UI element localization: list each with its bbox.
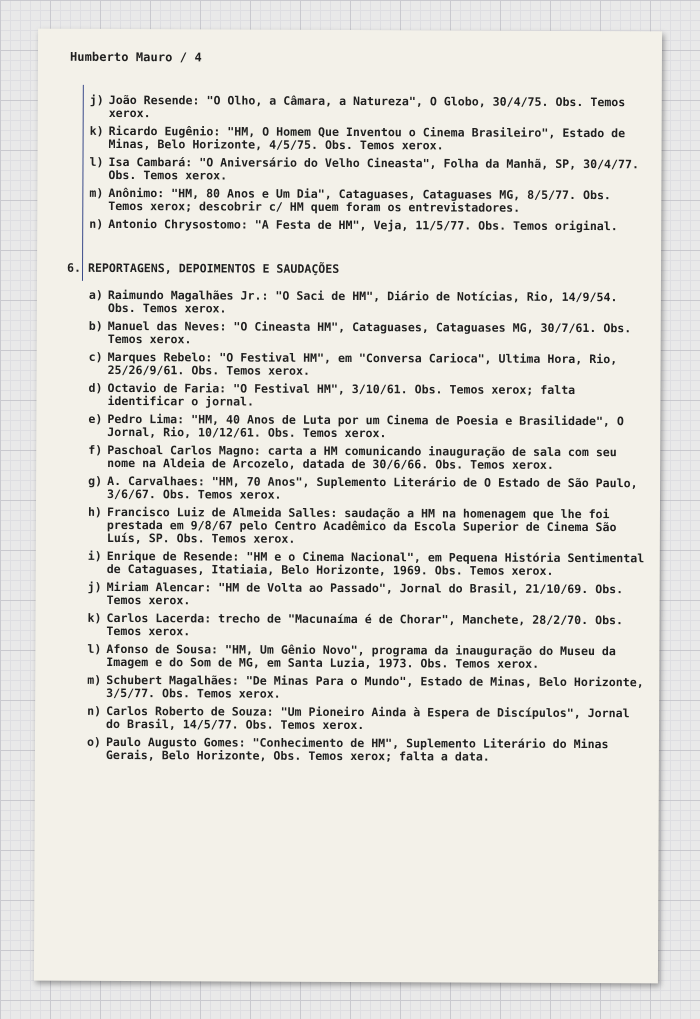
item-letter: m) — [87, 672, 102, 687]
item-letter: j) — [89, 92, 104, 107]
list-item — [87, 705, 645, 733]
item-letter: f) — [88, 442, 103, 457]
typed-page — [34, 29, 662, 984]
list-item — [87, 674, 645, 702]
item-letter: b) — [88, 318, 103, 333]
item-letter: i) — [87, 548, 102, 563]
item-text: Schubert Magalhães: "De Minas Para o Mundo", Estado de Minas, Belo Horizonte, 3/5/77. Obs. Temos xerox. — [106, 672, 644, 701]
list-item — [88, 550, 646, 578]
section-title: 6. REPORTAGENS, DEPOIMENTOS E SAUDAÇÕES — [67, 260, 340, 276]
item-letter: l) — [89, 154, 104, 169]
item-text: Anônimo: "HM, 80 Anos e Um Dia", Cataguases, Cataguases MG, 8/5/77. Obs. Temos xerox; descobrir c/ HM quem foram os entrevistadores. — [108, 185, 611, 215]
list-item — [88, 444, 646, 472]
list-item — [87, 736, 645, 764]
item-text: A. Carvalhaes: "HM, 70 Anos", Suplemento Literário de O Estado de São Paulo, 3/6/67. Obs. Temos xerox. — [107, 473, 638, 502]
item-text: Octavio de Faria: "O Festival HM", 3/10/61. Obs. Temos xerox; falta identificar o jornal. — [107, 380, 576, 409]
item-letter: g) — [88, 473, 103, 488]
list-item — [89, 187, 645, 215]
item-text: Ricardo Eugênio: "HM, O Homem Que Inventou o Cinema Brasileiro", Estado de Minas, Belo Horizonte, 4/5/75. Obs. Temos xerox. — [108, 123, 626, 153]
list-item — [88, 413, 646, 441]
item-text: Paschoal Carlos Magno: carta a HM comunicando inauguração de sala com seu nome na Aldeia de Arcozelo, datada de 30/6/66. Obs. Temos xerox. — [107, 442, 617, 472]
item-letter: e) — [88, 411, 103, 426]
item-text: Carlos Roberto de Souza: "Um Pioneiro Ainda à Espera de Discípulos", Jornal do Brasil, 14/5/77. Obs. Temos xerox. — [106, 703, 630, 733]
item-text: Pedro Lima: "HM, 40 Anos de Luta por um Cinema de Poesia e Brasilidade", O Jornal, Rio, 10/12/61. Obs. Temos xerox. — [107, 411, 624, 441]
item-letter: l) — [87, 641, 102, 656]
item-text: Enrique de Resende: "HM e o Cinema Nacional", em Pequena História Sentimental de Cataguases, Itatiaia, Belo Horizonte, 1969. Obs. Temos xerox. — [106, 548, 645, 578]
list-item — [89, 351, 647, 379]
list-item — [88, 475, 646, 503]
item-text: Isa Cambará: "O Aniversário do Velho Cineasta", Folha da Manhã, SP, 30/4/77. Obs. Temos xerox. — [108, 154, 640, 183]
item-letter: m) — [89, 185, 104, 200]
list-item — [88, 581, 646, 609]
item-text: Manuel das Neves: "O Cineasta HM", Cataguases, Cataguases MG, 30/7/61. Obs. Temos xerox. — [107, 318, 632, 347]
section-entries-list — [65, 289, 647, 765]
list-item — [88, 382, 646, 410]
item-letter: n) — [87, 703, 102, 718]
item-text: Marques Rebelo: "O Festival HM", em "Conversa Carioca", Ultima Hora, Rio, 25/26/9/61. Obs. Temos xerox. — [107, 349, 618, 378]
item-text: Raimundo Magalhães Jr.: "O Saci de HM", Diário de Notícias, Rio, 14/9/54. Obs. Temos xerox. — [107, 287, 618, 316]
item-letter: n) — [89, 216, 104, 231]
item-text: Afonso de Sousa: "HM, Um Gênio Novo", programa da inauguração do Museu da Imagem e do Som de MG, em Santa Luzia, 1973. Obs. Temos xerox. — [106, 641, 616, 671]
item-letter: k) — [89, 123, 104, 138]
list-item — [88, 506, 646, 547]
item-text: Antonio Chrysostomo: "A Festa de HM", Veja, 11/5/77. Obs. Temos original. — [108, 216, 618, 234]
list-item — [90, 94, 646, 122]
item-text: Francisco Luiz de Almeida Salles: saudação a HM na homenagem que lhe foi prestada em 9/8/67 pelo Centro Acadêmico da Escola Superior de Cinema São Luís, SP. Obs. Temos xerox. — [106, 504, 617, 546]
list-item — [89, 320, 647, 348]
list-item — [89, 289, 647, 317]
list-item — [90, 125, 646, 153]
item-letter: d) — [88, 380, 103, 395]
item-letter: h) — [87, 504, 102, 519]
item-text: Paulo Augusto Gomes: "Conhecimento de HM", Suplemento Literário do Minas Gerais, Belo Horizonte, Obs. Temos xerox; falta a data. — [105, 734, 609, 764]
list-item — [89, 156, 645, 184]
item-letter: c) — [88, 349, 103, 364]
section-6 — [65, 262, 647, 770]
item-letter: k) — [87, 610, 102, 625]
item-text: João Resende: "O Olho, a Câmara, a Natureza", O Globo, 30/4/75. Obs. Temos xerox. — [108, 92, 626, 121]
item-letter: a) — [88, 287, 103, 302]
item-text: Miriam Alencar: "HM de Volta ao Passado", Jornal do Brasil, 21/10/69. Obs. Temos xerox. — [106, 579, 624, 608]
item-text: Carlos Lacerda: trecho de "Macunaíma é de Chorar", Manchete, 28/2/70. Obs. Temos xerox. — [106, 610, 624, 639]
item-letter: j) — [87, 579, 102, 594]
list-item — [89, 218, 645, 233]
handwritten-margin-line — [82, 85, 84, 281]
list-item — [87, 643, 645, 671]
list-item — [87, 612, 645, 640]
continued-entries-list — [89, 94, 646, 238]
item-letter: o) — [86, 734, 101, 749]
page-header: Humberto Mauro / 4 — [69, 49, 202, 65]
